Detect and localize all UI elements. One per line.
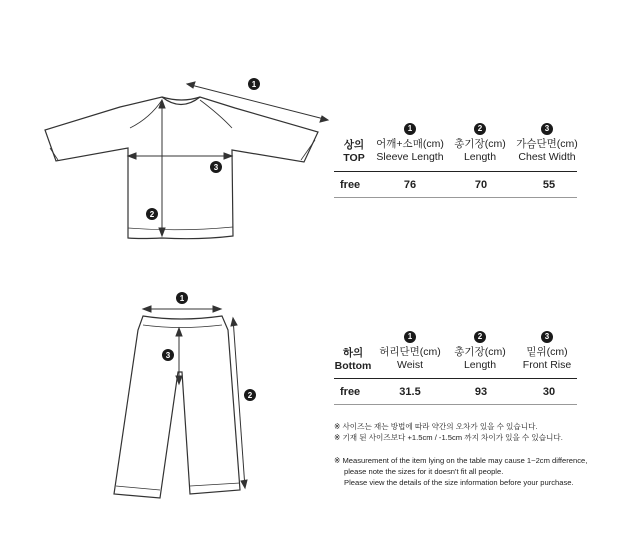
top-badge-1-text: 1 — [251, 80, 257, 89]
size-notes-english — [334, 455, 587, 488]
bottom-badge-3-text: 3 — [165, 351, 171, 360]
top-col-2-badge: 2 — [474, 123, 486, 135]
top-col-2-ko: 총기장(cm) — [454, 138, 506, 150]
bottom-badge-3 — [162, 349, 174, 361]
note-ko-1: ※ 사이즈는 재는 방법에 따라 약간의 오차가 있을 수 있습니다. — [334, 422, 538, 431]
bottom-col-1-en: Weist — [396, 359, 424, 371]
bottom-col-1-header — [370, 330, 450, 372]
top-table-bottom-rule — [334, 197, 577, 198]
bottom-category-en: Bottom — [334, 360, 372, 372]
bottom-badge-1 — [176, 292, 188, 304]
top-col-3-en: Chest Width — [518, 151, 576, 163]
top-badge-2 — [146, 208, 158, 220]
top-col-1-badge: 1 — [404, 123, 416, 135]
bottom-category-label — [332, 347, 374, 373]
bottom-col-2-ko: 총기장(cm) — [454, 346, 506, 358]
top-row-value-3: 55 — [542, 179, 556, 191]
bottom-col-1-ko: 허리단면(cm) — [379, 346, 441, 358]
bottom-col-2-header — [445, 330, 515, 372]
bottom-table-header-rule — [334, 378, 577, 379]
size-notes-korean — [334, 421, 563, 443]
top-badge-3-text: 3 — [213, 163, 219, 172]
top-col-1-ko: 어깨+소매(cm) — [376, 138, 444, 150]
top-col-1-header — [370, 122, 450, 164]
bottom-col-1-badge: 1 — [404, 331, 416, 343]
top-table-header-rule — [334, 171, 577, 172]
top-col-3-header — [512, 122, 582, 164]
note-en-2: please note the sizes for it doesn't fit all people. — [344, 467, 504, 476]
top-col-1-en: Sleeve Length — [376, 151, 444, 163]
bottom-row-size: free — [340, 386, 361, 398]
top-badge-3 — [210, 161, 222, 173]
bottom-row-value-2: 93 — [474, 386, 488, 398]
note-en-1: ※ Measurement of the item lying on the table may cause 1~2cm difference, — [334, 456, 588, 465]
top-badge-2-text: 2 — [149, 210, 155, 219]
bottom-badge-1-text: 1 — [179, 294, 185, 303]
note-ko-2: ※ 기재 된 사이즈보다 +1.5cm / -1.5cm 까지 차이가 있을 수 있습니다. — [334, 433, 563, 442]
bottom-measure-lines — [143, 306, 247, 488]
top-badge-1 — [248, 78, 260, 90]
bottom-col-2-en: Length — [463, 359, 497, 371]
bottom-category-ko: 하의 — [342, 347, 364, 359]
top-garment-drawing — [45, 97, 318, 239]
top-row-value-1: 76 — [403, 179, 417, 191]
top-col-2-en: Length — [463, 151, 497, 163]
bottom-row-value-3: 30 — [542, 386, 556, 398]
bottom-col-3-badge: 3 — [541, 331, 553, 343]
top-category-en: TOP — [343, 152, 365, 164]
top-col-2-header — [445, 122, 515, 164]
top-col-3-badge: 3 — [541, 123, 553, 135]
bottom-badge-2 — [244, 389, 256, 401]
note-en-3: Please view the details of the size information before your purchase. — [344, 478, 574, 487]
bottom-col-3-header — [512, 330, 582, 372]
bottom-col-3-en: Front Rise — [522, 359, 572, 371]
bottom-col-2-badge: 2 — [474, 331, 486, 343]
top-category-ko: 상의 — [343, 139, 365, 151]
top-row-size: free — [340, 179, 361, 191]
bottom-badge-2-text: 2 — [247, 391, 253, 400]
top-category-label — [336, 139, 372, 165]
top-row-value-2: 70 — [474, 179, 488, 191]
bottom-row-value-1: 31.5 — [399, 386, 421, 398]
top-col-3-ko: 가슴단면(cm) — [516, 138, 578, 150]
bottom-garment-drawing — [114, 316, 240, 498]
bottom-col-3-ko: 밑위(cm) — [526, 346, 568, 358]
bottom-table-bottom-rule — [334, 404, 577, 405]
